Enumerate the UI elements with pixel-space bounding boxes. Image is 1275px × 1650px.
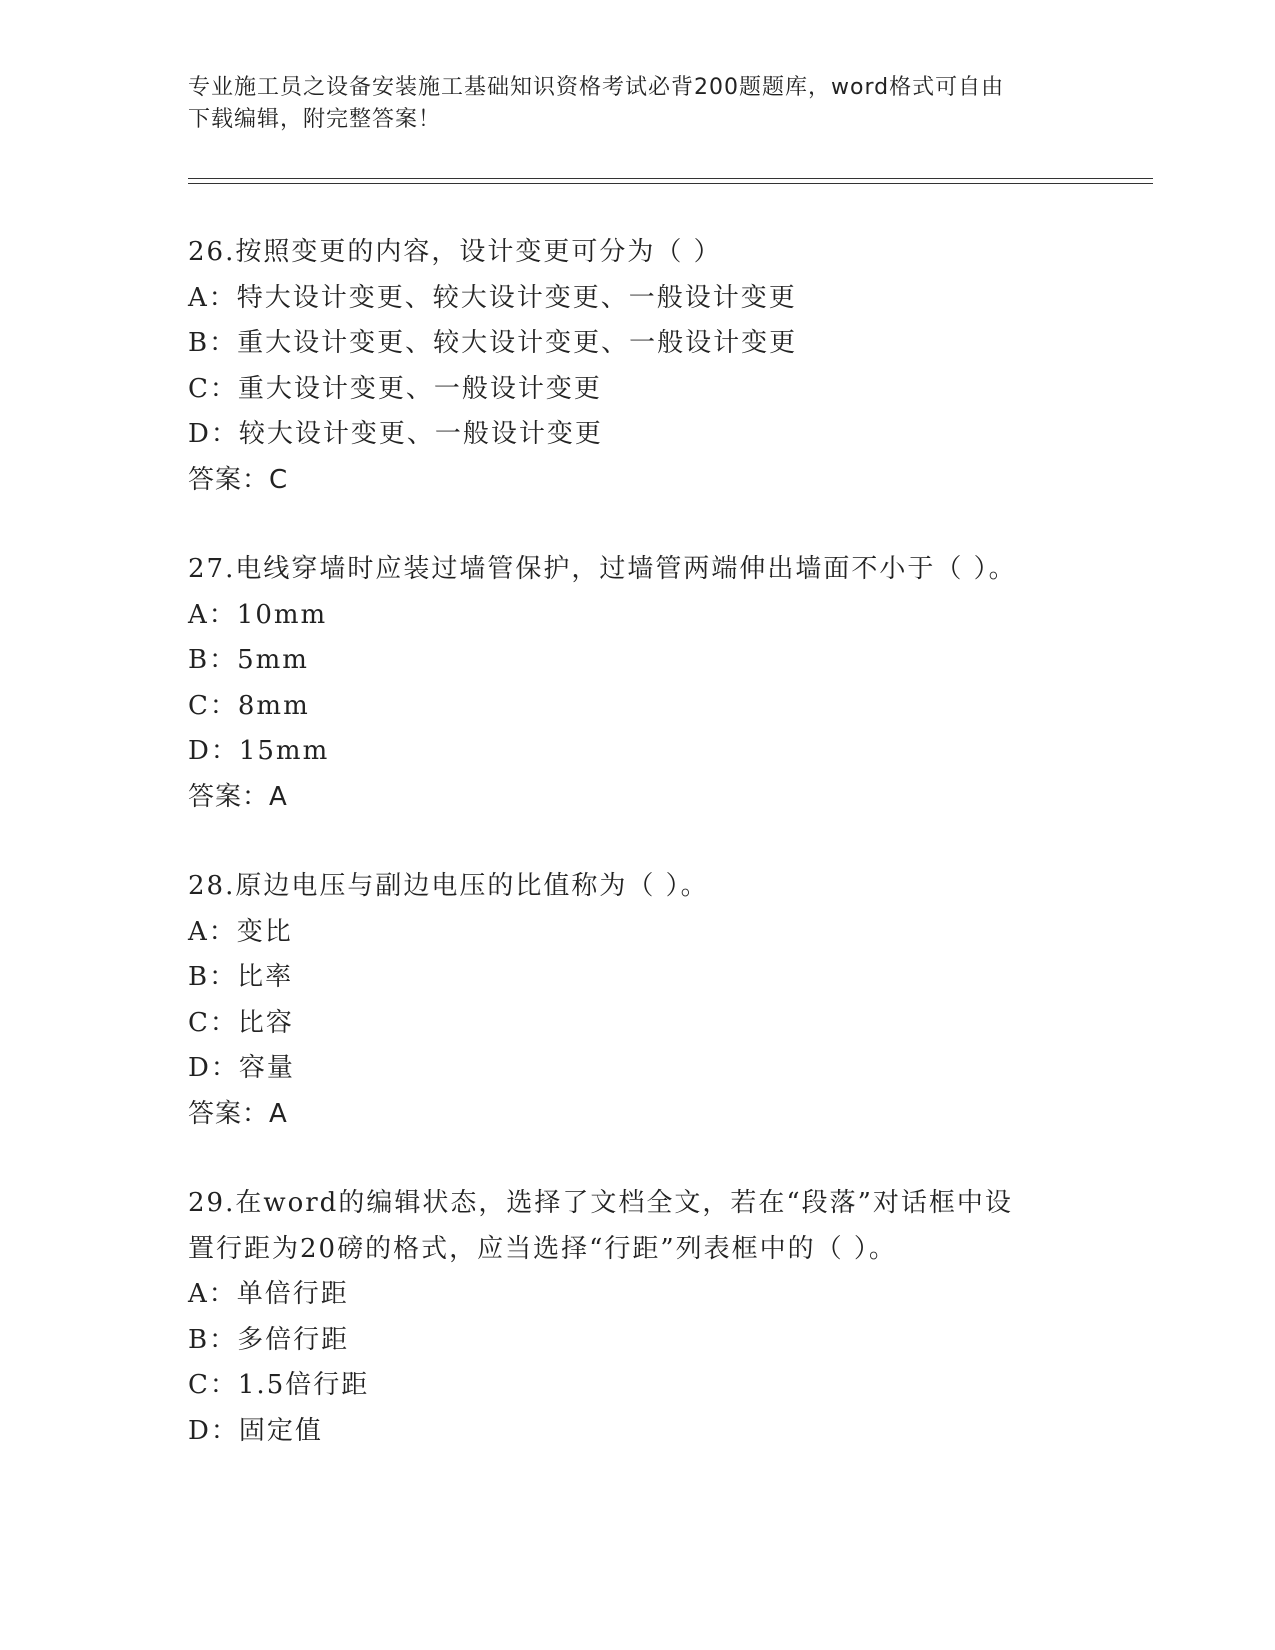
question-list <box>188 230 1078 1498</box>
header-title-line-1: 专业施工员之设备安装施工基础知识资格考试必背200题题库，word格式可自由 <box>188 75 1005 100</box>
question-stem-line-2: 置行距为20磅的格式，应当选择“行距”列表框中的（ ）。 <box>188 1233 897 1264</box>
answer: 答案：C <box>188 464 289 495</box>
option-c: C：1.5倍行距 <box>188 1370 370 1400</box>
answer: 答案：A <box>188 1098 288 1129</box>
option-b: B：5mm <box>188 645 309 675</box>
option-d: D：固定值 <box>188 1415 323 1446</box>
option-b: B：重大设计变更、较大设计变更、一般设计变更 <box>188 328 798 358</box>
header-divider-bottom <box>188 183 1153 184</box>
option-d: D：较大设计变更、一般设计变更 <box>188 419 603 449</box>
option-a: A：10mm <box>188 599 328 630</box>
option-b: B：比率 <box>188 962 294 992</box>
question-28 <box>188 864 1078 1137</box>
option-b: B：多倍行距 <box>188 1324 350 1355</box>
question-29 <box>188 1181 1078 1454</box>
header-title-line-2: 下载编辑，附完整答案！ <box>188 107 442 132</box>
answer: 答案：A <box>188 781 288 812</box>
header-divider-top <box>188 178 1153 179</box>
option-c: C：比容 <box>188 1007 294 1038</box>
option-a: A：特大设计变更、较大设计变更、一般设计变更 <box>188 282 797 313</box>
document-header <box>188 72 1078 136</box>
option-c: C：8mm <box>188 690 310 721</box>
option-d: D：15mm <box>188 736 330 766</box>
question-26 <box>188 230 1078 503</box>
option-c: C：重大设计变更、一般设计变更 <box>188 373 602 404</box>
option-a: A：单倍行距 <box>188 1279 349 1309</box>
question-stem: 28.原边电压与副边电压的比值称为（ ）。 <box>188 871 709 901</box>
option-d: D：容量 <box>188 1053 295 1083</box>
question-stem: 27.电线穿墙时应装过墙管保护，过墙管两端伸出墙面不小于（ ）。 <box>188 554 1017 584</box>
question-stem-line-1: 29.在word的编辑状态，选择了文档全文，若在“段落”对话框中设 <box>188 1188 1013 1218</box>
option-a: A：变比 <box>188 916 293 947</box>
question-27 <box>188 547 1078 820</box>
question-stem: 26.按照变更的内容，设计变更可分为（ ） <box>188 237 722 267</box>
